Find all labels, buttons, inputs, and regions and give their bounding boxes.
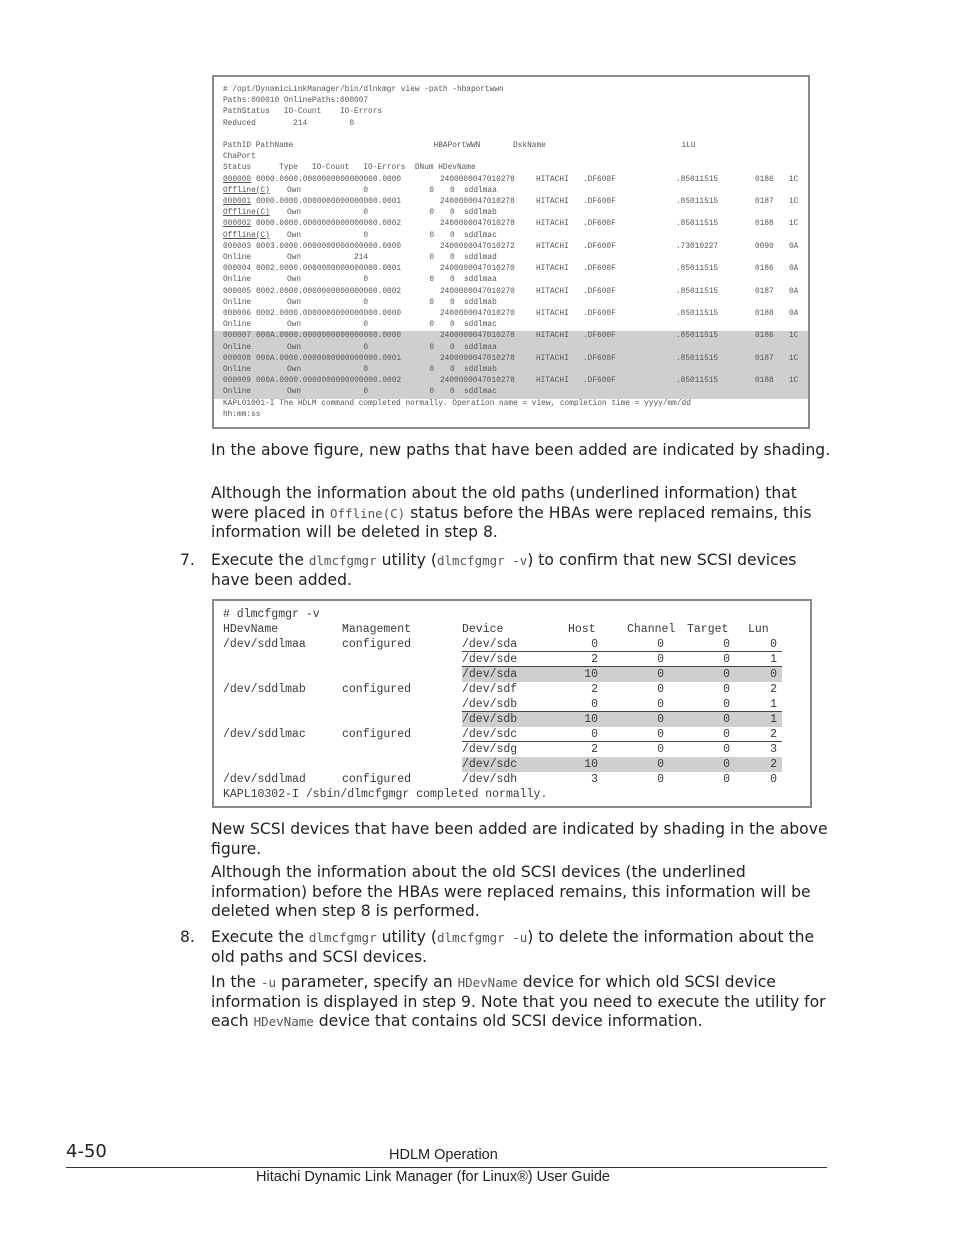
- management: configured: [342, 728, 412, 741]
- lun: 2: [770, 758, 777, 771]
- management: configured: [342, 773, 412, 786]
- path-name: 000A.0000.0000000000000000.0000: [256, 332, 402, 341]
- u-option-code: -u: [261, 975, 277, 990]
- serial: .85011515: [676, 198, 719, 206]
- management: configured: [342, 683, 412, 696]
- fig1-header-text: Paths:000010 OnlinePaths:000007: [223, 97, 369, 106]
- hba-port-wwn: 2400000047010278: [440, 332, 515, 341]
- device-row: [214, 682, 810, 697]
- device: /dev/sdb: [462, 698, 518, 711]
- path-status-row: [214, 208, 808, 219]
- model: .DF600F: [583, 310, 616, 318]
- ilu: 0187: [755, 354, 774, 363]
- dnum: 0: [450, 231, 455, 240]
- serial: .85011515: [676, 220, 719, 229]
- fig1-header-line: [214, 152, 808, 163]
- path-type: Own: [287, 276, 302, 285]
- serial: .85011515: [676, 287, 719, 296]
- path-row: [214, 331, 808, 342]
- old-scsi-note: Although the information about the old SCSI devices (the underlined information) before the HBAs were replaced remains, this information will be deleted when step 8 is performed.: [211, 863, 811, 921]
- path-status-row: [214, 253, 808, 264]
- path-status: Online: [223, 298, 252, 307]
- hdev-name: /dev/sddlmad: [223, 773, 306, 786]
- io-errors: 0: [429, 276, 434, 285]
- device-row: [214, 757, 810, 772]
- dnum: 0: [450, 254, 455, 262]
- device: /dev/sda: [462, 638, 518, 651]
- path-type: Own: [287, 231, 302, 240]
- path-type: Own: [287, 209, 302, 218]
- path-name: 0000.0000.0000000000000000.0000: [256, 175, 402, 184]
- path-id: 000001: [223, 198, 252, 206]
- cha-port: 0A: [789, 265, 799, 274]
- channel: 0: [657, 758, 664, 771]
- io-count: 0: [363, 231, 368, 240]
- hba-port-wwn: 2400000047010278: [440, 175, 515, 184]
- path-row: [214, 197, 808, 208]
- path-name: 0002.0000.0000000000000000.0002: [256, 287, 402, 296]
- channel: 0: [657, 773, 664, 786]
- ilu: 0186: [755, 175, 774, 184]
- path-type: Own: [287, 254, 302, 262]
- u-note-text-a: In the: [211, 973, 261, 991]
- serial: .85011515: [676, 354, 719, 363]
- lun: 0: [770, 773, 777, 786]
- host: 2: [591, 653, 598, 666]
- path-name: 0000.0000.0000000000000000.0001: [256, 198, 402, 206]
- fig1-header-line: [214, 163, 808, 174]
- fig1-footer-line: [214, 399, 808, 410]
- path-row: [214, 287, 808, 298]
- path-status-row: [214, 320, 808, 331]
- target: 0: [723, 743, 730, 756]
- vendor: HITACHI: [536, 265, 569, 274]
- hdev-name: sddlmac: [464, 321, 497, 330]
- path-type: Own: [287, 298, 302, 307]
- path-type: Own: [287, 366, 302, 374]
- hba-port-wwn: 2400000047010278: [440, 377, 515, 386]
- fig1-header-text: ChaPort: [223, 153, 256, 162]
- path-id: 000002: [223, 220, 252, 229]
- old-paths-note: [211, 484, 831, 543]
- ilu: 0188: [755, 310, 774, 318]
- vendor: HITACHI: [536, 332, 569, 341]
- hdevname-code: HDevName: [457, 975, 518, 990]
- path-name: 000A.0000.0000000000000000.0001: [256, 354, 402, 363]
- io-count: 0: [363, 209, 368, 218]
- col-target: Target: [687, 623, 729, 636]
- path-type: Own: [287, 321, 302, 330]
- command-text: # dlmcfgmgr -v: [223, 608, 320, 621]
- io-errors: 0: [429, 209, 434, 218]
- figure1-caption: In the above figure, new paths that have been added are indicated by shading.: [211, 441, 831, 459]
- hba-port-wwn: 2400000047010270: [440, 287, 515, 296]
- path-id: 000006: [223, 310, 252, 318]
- col-lun: Lun: [748, 623, 769, 636]
- target: 0: [723, 638, 730, 651]
- step-7-text-b: utility (: [376, 551, 437, 569]
- ilu: 0188: [755, 220, 774, 229]
- hba-port-wwn: 2400000047010272: [440, 242, 515, 251]
- serial: .85011515: [676, 310, 719, 318]
- io-count: 0: [363, 186, 368, 195]
- vendor: HITACHI: [536, 354, 569, 363]
- device-row: [214, 742, 810, 757]
- io-errors: 0: [429, 254, 434, 262]
- path-id: 000009: [223, 377, 252, 386]
- io-count: 214: [353, 254, 368, 262]
- lun: 0: [770, 668, 777, 681]
- hba-port-wwn: 2400000047010270: [440, 310, 515, 318]
- cha-port: 1C: [789, 377, 799, 386]
- fig1-header-line: [214, 141, 808, 152]
- path-id: 000005: [223, 287, 252, 296]
- col-channel: Channel: [627, 623, 676, 636]
- path-type: Own: [287, 186, 302, 195]
- path-status-row: [214, 343, 808, 354]
- io-count: 0: [363, 321, 368, 330]
- lun: 1: [770, 698, 777, 711]
- dnum: 0: [450, 209, 455, 218]
- fig2-footer-line: [214, 787, 810, 802]
- device-row: [214, 652, 810, 667]
- model: .DF600F: [583, 354, 616, 363]
- model: .DF600F: [583, 220, 616, 229]
- hdev-name: sddlmab: [464, 209, 497, 218]
- io-errors: 0: [429, 186, 434, 195]
- col-device: Device: [462, 623, 504, 636]
- old-paths-note-text-a: Although the information about the old paths (underlined information) that were placed in: [211, 484, 797, 522]
- host: 3: [591, 773, 598, 786]
- step-8-number: 8.: [180, 928, 195, 946]
- device: /dev/sdb: [462, 713, 518, 726]
- hdev-name: sddlmaa: [464, 186, 497, 195]
- device: /dev/sdc: [462, 758, 518, 771]
- io-errors: 0: [429, 298, 434, 307]
- lun: 1: [770, 713, 777, 726]
- lun: 2: [770, 728, 777, 741]
- fig1-header-text: Reduced 214 0: [223, 119, 355, 128]
- model: .DF600F: [583, 175, 616, 184]
- path-id: 000008: [223, 354, 252, 363]
- device: /dev/sdg: [462, 743, 518, 756]
- u-note-text-d: device that contains old SCSI device information.: [313, 1012, 703, 1031]
- step-7-text-a: Execute the: [211, 551, 309, 569]
- serial: .85011515: [676, 332, 719, 341]
- vendor: HITACHI: [536, 377, 569, 386]
- path-status: Online: [223, 343, 252, 352]
- device: /dev/sda: [462, 668, 518, 681]
- old-paths-note-text-b: status before the HBAs were replaced remains, this information will be deleted in step 8.: [211, 503, 812, 542]
- path-type: Own: [287, 343, 302, 352]
- io-errors: 0: [429, 231, 434, 240]
- host: 2: [591, 743, 598, 756]
- dnum: 0: [450, 186, 455, 195]
- path-status: Online: [223, 366, 252, 374]
- step-8-text-a: Execute the: [211, 928, 309, 946]
- model: .DF600F: [583, 332, 616, 341]
- path-type: Own: [287, 388, 302, 397]
- path-status-row: [214, 298, 808, 309]
- target: 0: [723, 713, 730, 726]
- vendor: HITACHI: [536, 310, 569, 318]
- io-count: 0: [363, 388, 368, 397]
- path-row: [214, 175, 808, 186]
- channel: 0: [657, 698, 664, 711]
- vendor: HITACHI: [536, 287, 569, 296]
- step-8-command-code: dlmcfgmgr -u: [436, 930, 528, 945]
- fig1-footer-text: hh:mm:ss: [223, 410, 261, 419]
- host: 0: [591, 698, 598, 711]
- model: .DF600F: [583, 242, 616, 251]
- path-row: [214, 376, 808, 387]
- lun: 3: [770, 743, 777, 756]
- fig1-header-line: [214, 119, 808, 130]
- target: 0: [723, 758, 730, 771]
- fig1-header-line: [214, 96, 808, 107]
- io-count: 0: [363, 343, 368, 352]
- io-count: 0: [363, 298, 368, 307]
- channel: 0: [657, 728, 664, 741]
- step-8-utility-code: dlmcfgmgr: [308, 930, 377, 945]
- cha-port: 1C: [789, 220, 799, 229]
- offline-status-code: Offline(C): [329, 505, 406, 521]
- path-id: 000003: [223, 242, 252, 251]
- io-errors: 0: [429, 321, 434, 330]
- path-id: 000004: [223, 265, 252, 274]
- ilu: 0187: [755, 287, 774, 296]
- path-name: 0003.0000.0000000000000000.0000: [256, 242, 402, 251]
- dnum: 0: [450, 321, 455, 330]
- target: 0: [723, 773, 730, 786]
- figure2-caption: New SCSI devices that have been added are indicated by shading in the above figure.: [211, 820, 828, 858]
- fig1-header-line: [214, 107, 808, 118]
- step-8-text: [211, 928, 831, 967]
- lun: 0: [770, 638, 777, 651]
- hdev-name: sddlmad: [464, 254, 497, 262]
- hdev-name: sddlmab: [464, 298, 497, 307]
- path-name: 000A.0000.0000000000000000.0002: [256, 377, 402, 386]
- hba-port-wwn: 2400000047010278: [440, 220, 515, 229]
- io-errors: 0: [429, 388, 434, 397]
- target: 0: [723, 653, 730, 666]
- vendor: HITACHI: [536, 242, 569, 251]
- cha-port: 0A: [789, 310, 799, 318]
- hba-port-wwn: 2400000047010270: [440, 265, 515, 274]
- device: /dev/sdf: [462, 683, 518, 696]
- step-7-command-code: dlmcfgmgr -v: [436, 553, 528, 568]
- path-row: [214, 264, 808, 275]
- host: 0: [591, 728, 598, 741]
- footer-book-title: Hitachi Dynamic Link Manager (for Linux®) User Guide: [256, 1169, 610, 1185]
- device: /dev/sde: [462, 653, 518, 666]
- device: /dev/sdh: [462, 773, 518, 786]
- fig2-footer-text: KAPL10302-I /sbin/dlmcfgmgr completed normally.: [223, 788, 548, 801]
- device-row: [214, 697, 810, 712]
- step-7-text: [211, 551, 831, 590]
- col-host: Host: [568, 623, 596, 636]
- path-status: Online: [223, 321, 252, 330]
- model: .DF600F: [583, 287, 616, 296]
- path-name: 0002.0000.0000000000000000.0001: [256, 265, 402, 274]
- cha-port: 0A: [789, 242, 799, 251]
- path-row: [214, 354, 808, 365]
- lun: 2: [770, 683, 777, 696]
- model: .DF600F: [583, 377, 616, 386]
- u-note-text-b: parameter, specify an: [276, 973, 458, 991]
- serial: .85011515: [676, 265, 719, 274]
- device-row: [214, 727, 810, 742]
- channel: 0: [657, 638, 664, 651]
- dnum: 0: [450, 343, 455, 352]
- device-row: [214, 712, 810, 727]
- hba-port-wwn: 2400000047010278: [440, 198, 515, 206]
- footer-section: HDLM Operation: [389, 1147, 498, 1163]
- target: 0: [723, 728, 730, 741]
- step-8-text-c: ) to delete the information about the old paths and SCSI devices.: [211, 928, 815, 966]
- channel: 0: [657, 668, 664, 681]
- path-status: Offline(C): [223, 186, 270, 195]
- hdev-name: sddlmaa: [464, 343, 497, 352]
- hdev-name: sddlmac: [464, 388, 497, 397]
- device-row: [214, 772, 810, 787]
- lun: 1: [770, 653, 777, 666]
- target: 0: [723, 698, 730, 711]
- u-note-text-c: device for which old SCSI device information is displayed in step 9. Note that you need to execute the utility for each: [211, 973, 826, 1031]
- cha-port: 1C: [789, 175, 799, 184]
- hdev-name: /dev/sddlmac: [223, 728, 306, 741]
- fig1-header-line: [214, 85, 808, 96]
- hdev-name: sddlmab: [464, 366, 497, 374]
- management: configured: [342, 638, 412, 651]
- fig1-header-line: [214, 130, 808, 141]
- ilu: 0090: [755, 242, 774, 251]
- path-name: 0000.0000.0000000000000000.0002: [256, 220, 402, 229]
- vendor: HITACHI: [536, 220, 569, 229]
- channel: 0: [657, 653, 664, 666]
- page-number: 4-50: [66, 1141, 107, 1162]
- fig1-footer-text: KAPL01001-I The HDLM command completed normally. Operation name = view, completion time = yyyy/mm/dd: [223, 399, 691, 408]
- path-status-row: [214, 231, 808, 242]
- serial: .85011515: [676, 175, 719, 184]
- io-errors: 0: [429, 366, 434, 374]
- model: .DF600F: [583, 198, 616, 206]
- ilu: 0186: [755, 265, 774, 274]
- fig1-footer-line: [214, 410, 808, 421]
- cha-port: 0A: [789, 287, 799, 296]
- fig1-header-text: PathID PathName HBAPortWWN DskName iLU: [223, 142, 696, 150]
- dnum: 0: [450, 298, 455, 307]
- dnum: 0: [450, 276, 455, 285]
- path-status: Offline(C): [223, 209, 270, 218]
- path-id: 000007: [223, 332, 252, 341]
- io-count: 0: [363, 366, 368, 374]
- device: /dev/sdc: [462, 728, 518, 741]
- path-status: Online: [223, 388, 252, 397]
- channel: 0: [657, 683, 664, 696]
- dnum: 0: [450, 388, 455, 397]
- channel: 0: [657, 743, 664, 756]
- host: 2: [591, 683, 598, 696]
- path-status: Online: [223, 276, 252, 285]
- ilu: 0188: [755, 377, 774, 386]
- hdev-name: sddlmac: [464, 231, 497, 240]
- hba-port-wwn: 2400000047010278: [440, 354, 515, 363]
- hdev-name: /dev/sddlmab: [223, 683, 306, 696]
- path-id: 000000: [223, 175, 252, 184]
- ilu: 0187: [755, 198, 774, 206]
- dnum: 0: [450, 366, 455, 374]
- path-status-row: [214, 365, 808, 376]
- step-7-number: 7.: [180, 551, 195, 569]
- path-status-row: [214, 387, 808, 398]
- col-management: Management: [342, 623, 412, 636]
- io-count: 0: [363, 276, 368, 285]
- path-row: [214, 219, 808, 230]
- io-errors: 0: [429, 343, 434, 352]
- fig2-command-line: [214, 607, 810, 622]
- host: 0: [591, 638, 598, 651]
- serial: .85011515: [676, 377, 719, 386]
- step-8-text-b: utility (: [376, 928, 437, 946]
- path-status-row: [214, 275, 808, 286]
- footer-rule: [66, 1167, 827, 1168]
- target: 0: [723, 683, 730, 696]
- fig1-header-text: PathStatus IO-Count IO-Errors: [223, 108, 383, 117]
- path-row: [214, 242, 808, 253]
- fig2-column-headers: [214, 622, 810, 637]
- cha-port: 1C: [789, 198, 799, 206]
- device-row: [214, 667, 810, 682]
- fig1-header-text: # /opt/DynamicLinkManager/bin/dlnkmgr view -path -hbaportwwn: [223, 86, 504, 94]
- host: 10: [584, 668, 598, 681]
- cha-port: 1C: [789, 354, 799, 363]
- ilu: 0186: [755, 332, 774, 341]
- vendor: HITACHI: [536, 175, 569, 184]
- path-name: 0002.0000.0000000000000000.0000: [256, 310, 402, 318]
- hdev-name: /dev/sddlmaa: [223, 638, 306, 651]
- host: 10: [584, 758, 598, 771]
- channel: 0: [657, 713, 664, 726]
- serial: .73010227: [676, 242, 719, 251]
- model: .DF600F: [583, 265, 616, 274]
- vendor: HITACHI: [536, 198, 569, 206]
- host: 10: [584, 713, 598, 726]
- path-status: Offline(C): [223, 231, 270, 240]
- hdevname-code-2: HDevName: [253, 1014, 314, 1030]
- path-row: [214, 309, 808, 320]
- target: 0: [723, 668, 730, 681]
- fig1-header-text: Status Type IO-Count IO-Errors DNum HDevName: [223, 164, 476, 173]
- hdev-name: sddlmaa: [464, 276, 497, 285]
- step-7-utility-code: dlmcfgmgr: [308, 553, 377, 568]
- path-status-row: [214, 186, 808, 197]
- col-hdevname: HDevName: [223, 623, 279, 636]
- scsi-device-figure: [212, 599, 812, 808]
- path-list-figure: [212, 75, 810, 429]
- u-parameter-note: [211, 973, 831, 1032]
- cha-port: 1C: [789, 332, 799, 341]
- step-7-text-c: ) to confirm that new SCSI devices have been added.: [211, 551, 797, 589]
- device-row: [214, 637, 810, 652]
- path-status: Online: [223, 254, 252, 262]
